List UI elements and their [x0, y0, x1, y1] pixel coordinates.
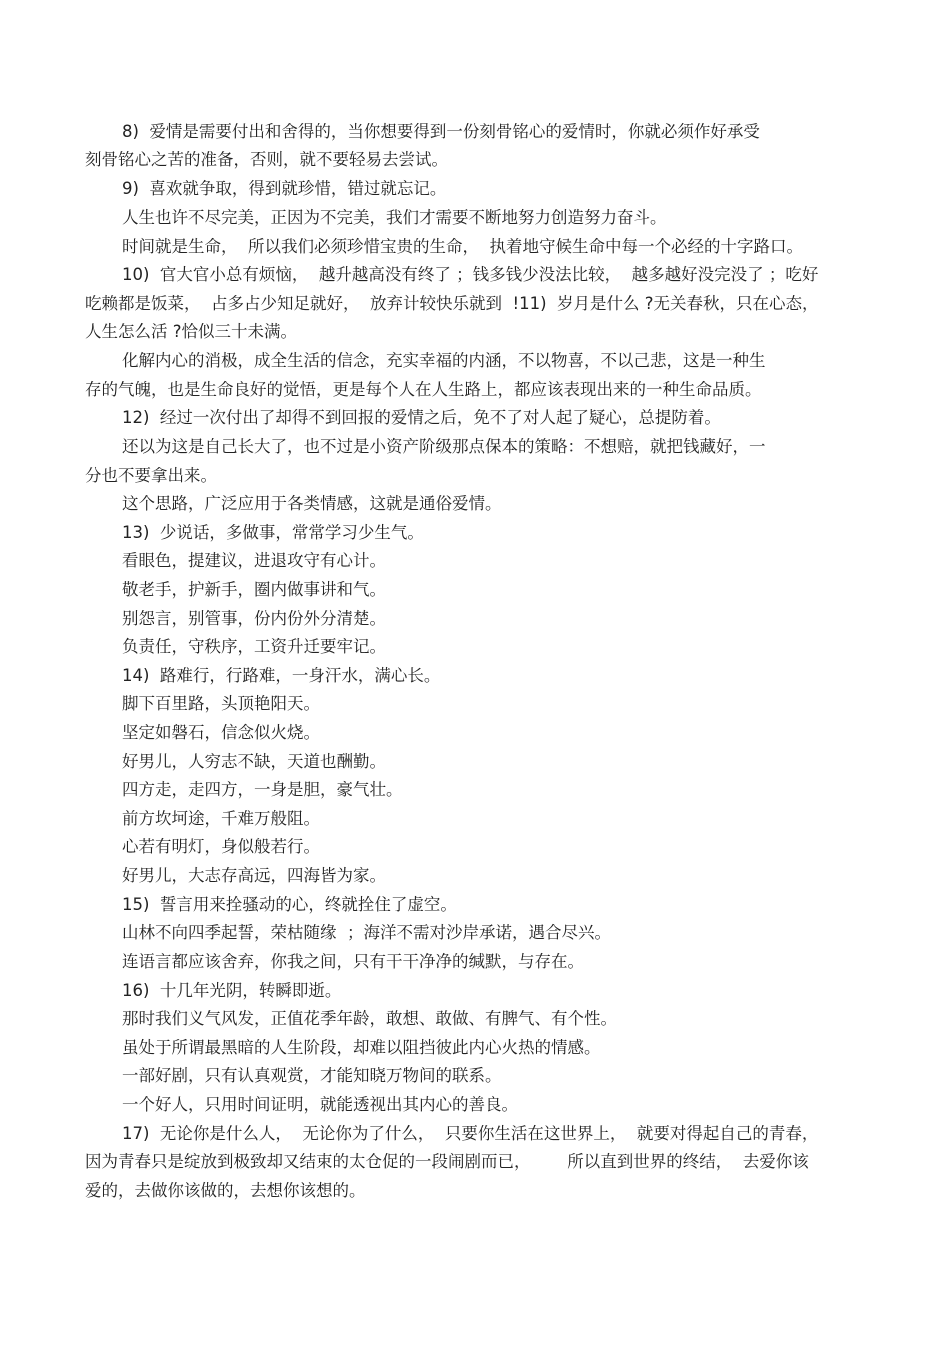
text-line: 存的气魄，也是生命良好的觉悟，更是每个人在人生路上，都应该表现出来的一种生命品质。	[85, 380, 762, 399]
text-line: 因为青春只是绽放到极致却又结束的太仓促的一段闹剧而已， 所以直到世界的终结， 去爱你该	[85, 1152, 809, 1171]
text-line: 还以为这是自己长大了，也不过是小资产阶级那点保本的策略：不想赔，就把钱藏好，一	[122, 437, 766, 456]
text-line: 17) 无论你是什么人， 无论你为了什么， 只要你生活在这世界上， 就要对得起自己的青春，	[122, 1124, 819, 1143]
text-line: 时间就是生命， 所以我们必须珍惜宝贵的生命， 执着地守候生命中每一个必经的十字路口。	[122, 237, 803, 256]
text-line: 8) 爱情是需要付出和舍得的，当你想要得到一份刻骨铭心的爱情时，你就必须作好承受	[122, 122, 760, 141]
text-line: 这个思路，广泛应用于各类情感，这就是通俗爱情。	[122, 494, 502, 513]
text-line: 看眼色，提建议，进退攻守有心计。	[122, 551, 386, 570]
text-line: 分也不要拿出来。	[85, 466, 217, 485]
text-line: 脚下百里路，头顶艳阳天。	[122, 694, 320, 713]
text-line: 四方走，走四方，一身是胆，豪气壮。	[122, 780, 403, 799]
text-line: 一个好人，只用时间证明，就能透视出其内心的善良。	[122, 1095, 518, 1114]
text-line: 负责任，守秩序，工资升迁要牢记。	[122, 637, 386, 656]
text-line: 一部好剧，只有认真观赏，才能知晓万物间的联系。	[122, 1066, 502, 1085]
text-line: 吃赖都是饭菜， 占多占少知足就好， 放弃计较快乐就到 !11) 岁月是什么 ?无关春秋，只在心态，	[85, 294, 819, 313]
text-line: 人生也许不尽完美，正因为不完美，我们才需要不断地努力创造努力奋斗。	[122, 208, 667, 227]
text-line: 好男儿，大志存高远，四海皆为家。	[122, 866, 386, 885]
text-line: 敬老手，护新手，圈内做事讲和气。	[122, 580, 386, 599]
text-line: 别怨言，别管事，份内份外分清楚。	[122, 609, 386, 628]
text-line: 那时我们义气风发，正值花季年龄，敢想、敢做、有脾气、有个性。	[122, 1009, 617, 1028]
text-line: 刻骨铭心之苦的准备，否则，就不要轻易去尝试。	[85, 150, 448, 169]
text-line: 心若有明灯，身似般若行。	[122, 837, 320, 856]
text-line: 13) 少说话，多做事，常常学习少生气。	[122, 523, 424, 542]
text-line: 15) 誓言用来拴骚动的心，终就拴住了虚空。	[122, 895, 457, 914]
text-line: 16) 十几年光阴，转瞬即逝。	[122, 981, 342, 1000]
text-line: 9) 喜欢就争取，得到就珍惜，错过就忘记。	[122, 179, 447, 198]
text-line: 连语言都应该舍弃，你我之间，只有干干净净的缄默，与存在。	[122, 952, 584, 971]
text-line: 山林不向四季起誓，荣枯随缘 ；海洋不需对沙岸承诺，遇合尽兴。	[122, 923, 611, 942]
text-line: 前方坎坷途，千难万般阻。	[122, 809, 320, 828]
text-line: 12) 经过一次付出了却得不到回报的爱情之后，免不了对人起了疑心，总提防着。	[122, 408, 721, 427]
text-line: 14) 路难行，行路难，一身汗水，满心长。	[122, 666, 441, 685]
text-line: 爱的，去做你该做的，去想你该想的。	[85, 1181, 366, 1200]
text-line: 好男儿，人穷志不缺，天道也酬勤。	[122, 752, 386, 771]
text-line: 人生怎么活 ?恰似三十未满。	[85, 322, 298, 341]
text-line: 坚定如磐石，信念似火烧。	[122, 723, 320, 742]
text-line: 虽处于所谓最黑暗的人生阶段，却难以阻挡彼此内心火热的情感。	[122, 1038, 601, 1057]
text-line: 化解内心的消极，成全生活的信念，充实幸福的内涵，不以物喜，不以己悲，这是一种生	[122, 351, 766, 370]
text-line: 10) 官大官小总有烦恼， 越升越高没有终了 ；钱多钱少没法比较， 越多越好没完没了 ；吃好	[122, 265, 819, 284]
